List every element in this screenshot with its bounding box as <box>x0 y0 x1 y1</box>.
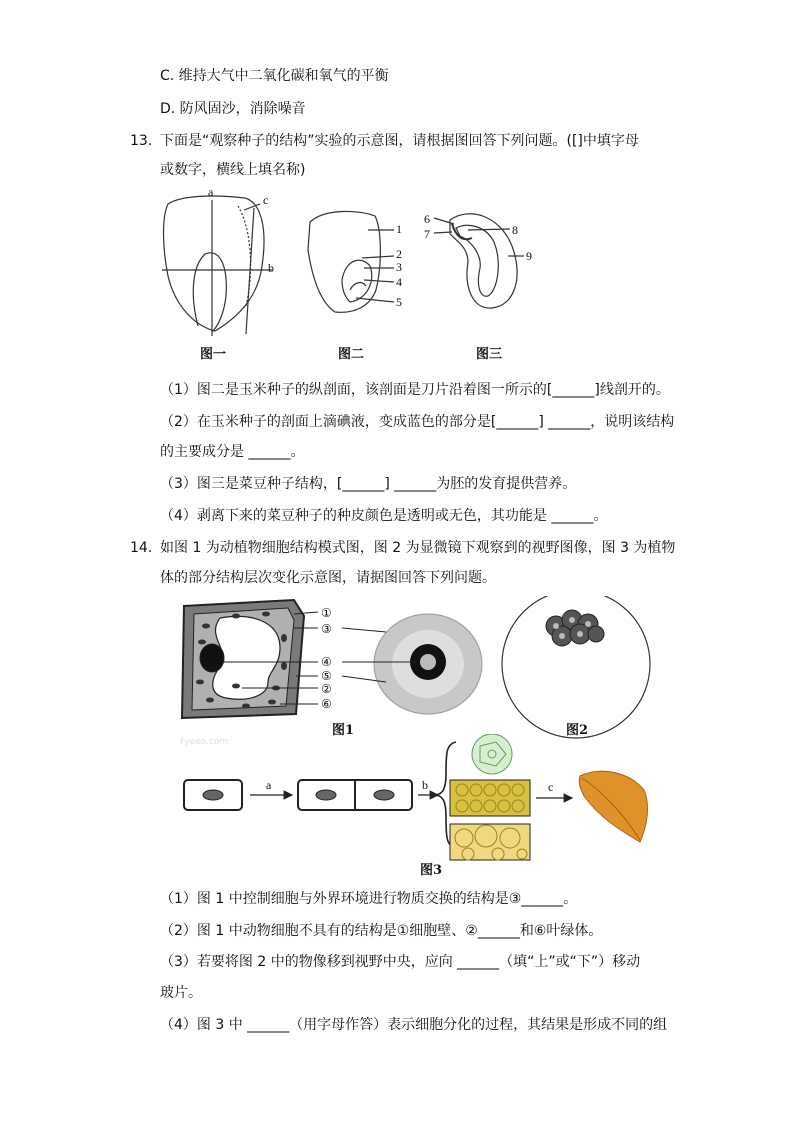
fig1-label-c: c <box>263 193 269 207</box>
line-c <box>246 208 254 334</box>
corn-seed-outline <box>164 196 265 331</box>
question-13-text-cont: 或数字，横线上填名称) <box>160 162 306 178</box>
q13-sub3: （3）图三是菜豆种子结构，[______] ______为胚的发育提供营养。 <box>160 476 577 492</box>
arrow-label-a: a <box>266 778 272 792</box>
q13-sub1: （1）图二是玉米种子的纵剖面，该剖面是刀片沿着图一所示的[______]线剖开的。 <box>160 382 670 398</box>
fig3-label-8: 8 <box>512 223 518 237</box>
plant-cell <box>182 600 304 718</box>
cell-label-2: ② <box>321 682 332 696</box>
leaf <box>579 771 647 842</box>
caption-fig-two: 图二 <box>338 347 365 362</box>
q13-sub2: （2）在玉米种子的剖面上滴碘液，变成蓝色的部分是[______] ______，说明该结构 <box>160 414 675 430</box>
option-c: C. 维持大气中二氧化碳和氧气的平衡 <box>160 68 389 84</box>
caption-fig-three: 图三 <box>476 347 503 362</box>
fig2-label-5: 5 <box>396 295 402 309</box>
arrow-label-c: c <box>548 780 554 794</box>
q14-sub3-cont: 玻片。 <box>160 985 202 1001</box>
corn-section-outline <box>308 211 380 312</box>
question-14-text-cont: 体的部分结构层次变化示意图，请据图回答下列问题。 <box>160 570 496 586</box>
option-d: D. 防风固沙，消除噪音 <box>160 101 306 117</box>
question-13-number: 13. <box>130 133 153 149</box>
arrow-label-b: b <box>422 778 428 792</box>
q13-sub2-cont: 的主要成分是 ______。 <box>160 444 305 460</box>
q14-sub2: （2）图 1 中动物细胞不具有的结构是①细胞壁、②______和⑥叶绿体。 <box>160 923 603 939</box>
caption-fig2: 图2 <box>566 723 589 738</box>
q14-sub4: （4）图 3 中 ______（用字母作答）表示细胞分化的过程，其结果是形成不同的组 <box>160 1017 668 1033</box>
cell-label-5: ⑤ <box>321 669 332 683</box>
cell-label-1: ① <box>321 606 332 620</box>
seed-structure-figure <box>150 186 550 368</box>
fig3-label-9: 9 <box>526 249 532 263</box>
fig1-label-a: a <box>208 186 214 199</box>
caption-fig-one: 图一 <box>200 347 227 362</box>
caption-fig3: 图3 <box>420 863 443 876</box>
fig1-label-b: b <box>268 261 274 275</box>
tissue-samples <box>450 734 530 860</box>
q13-sub4: （4）剥离下来的菜豆种子的种皮颜色是透明或无色，其功能是 ______。 <box>160 508 608 524</box>
watermark: Fyeeo.com <box>180 737 229 746</box>
fig2-label-2: 2 <box>396 247 402 261</box>
q14-sub1: （1）图 1 中控制细胞与外界环境进行物质交换的结构是③______。 <box>160 891 578 907</box>
cell-structure-figure <box>176 596 656 746</box>
tissue-differentiation-figure <box>180 734 660 876</box>
question-14-text: 如图 1 为动植物细胞结构模式图，图 2 为显微镜下观察到的视野图像，图 3 为植物 <box>160 540 676 556</box>
corn-seed-embryo <box>193 253 226 332</box>
cell-label-6: ⑥ <box>321 697 332 711</box>
cell-label-4: ④ <box>321 655 332 669</box>
question-13-text: 下面是“观察种子的结构”实验的示意图，请根据图回答下列问题。([]中填字母 <box>160 133 639 149</box>
corn-section-embryo <box>342 260 372 302</box>
fig2-label-3: 3 <box>396 260 402 274</box>
bean-seed-outline <box>450 214 517 308</box>
fig3-label-7: 7 <box>424 227 430 241</box>
fig2-label-1: 1 <box>396 222 402 236</box>
caption-fig1: 图1 <box>332 723 355 738</box>
fig3-label-6: 6 <box>424 212 430 226</box>
cell-label-3: ③ <box>321 622 332 636</box>
question-14-number: 14. <box>130 540 153 556</box>
q14-sub3: （3）若要将图 2 中的物像移到视野中央，应向 ______（填“上”或“下”）移动 <box>160 954 641 970</box>
fig2-label-4: 4 <box>396 275 402 289</box>
